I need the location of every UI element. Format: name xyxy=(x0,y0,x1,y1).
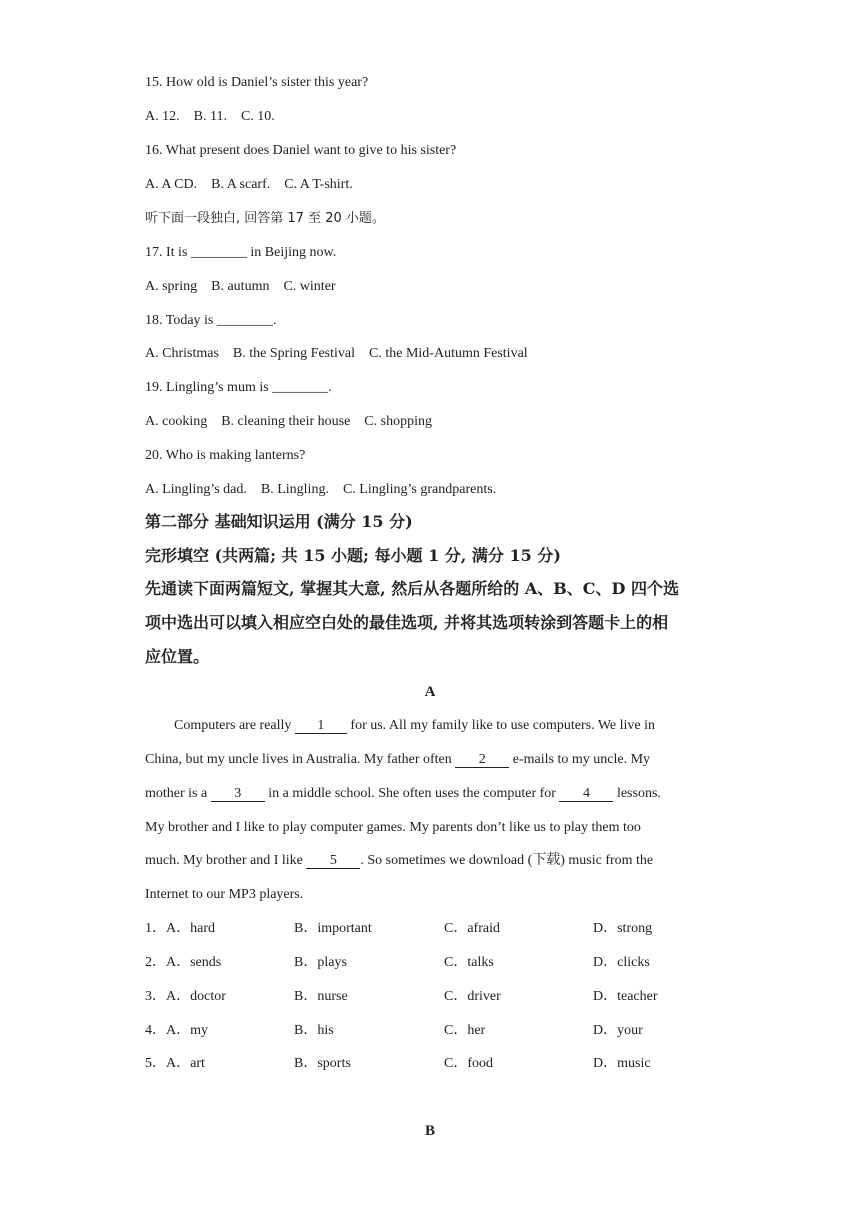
question-15-options xyxy=(145,108,289,126)
choice-b: B．nurse xyxy=(294,989,348,1004)
passage-b-label: B xyxy=(424,1123,435,1139)
part2-instruction-2: 项中选出可以填入相应空白处的最佳选项, 并将其选项转涂到答题卡上的相 xyxy=(145,613,669,632)
passage-a-line-6: Internet to our MP3 players. xyxy=(145,887,304,902)
question-19-options xyxy=(145,413,446,431)
passage-text: for us. All my family like to use computers. We live in xyxy=(346,718,656,733)
question-16: 16. What present does Daniel want to give to his sister? xyxy=(145,143,457,158)
choice-a: 3．A．doctor xyxy=(145,989,226,1004)
option: C. shopping xyxy=(364,414,432,429)
blank-1: 1 xyxy=(295,718,347,734)
choice-d: D．music xyxy=(593,1056,651,1071)
choice-d: D．strong xyxy=(593,921,653,936)
option: B. the Spring Festival xyxy=(232,346,356,361)
blank-3: 3 xyxy=(211,786,265,802)
blank-2: 2 xyxy=(455,752,509,768)
option: B. A scarf. xyxy=(211,177,271,192)
option: A. Lingling’s dad. xyxy=(145,482,247,497)
passage-text: e-mails to my uncle. My xyxy=(509,752,651,767)
choice-c: C．afraid xyxy=(444,921,500,936)
option: C. winter xyxy=(283,279,336,294)
option: C. Lingling’s grandparents. xyxy=(342,482,497,497)
question-20-options xyxy=(145,481,510,499)
blank-4: 4 xyxy=(559,786,613,802)
choice-a: 2．A．sends xyxy=(145,955,222,970)
passage-a-line-2 xyxy=(145,751,650,769)
question-20: 20. Who is making lanterns? xyxy=(145,448,306,463)
choice-d: D．teacher xyxy=(593,989,658,1004)
question-15: 15. How old is Daniel’s sister this year? xyxy=(145,75,369,90)
option: C. A T-shirt. xyxy=(284,177,353,192)
passage-a-line-5 xyxy=(145,852,653,870)
choice-d: D．clicks xyxy=(593,955,650,970)
passage-text: . So sometimes we download (下载) music from the xyxy=(360,853,654,868)
passage-a-line-4: My brother and I like to play computer games. My parents don’t like us to play them too xyxy=(145,820,641,835)
choice-b: B．important xyxy=(294,921,372,936)
choice-a: 5．A．art xyxy=(145,1056,205,1071)
choice-b: B．sports xyxy=(294,1056,351,1071)
part2-heading: 第二部分 基础知识运用 (满分 15 分) xyxy=(145,512,413,531)
part2-instruction-3: 应位置。 xyxy=(145,647,210,666)
question-17: 17. It is ________ in Beijing now. xyxy=(145,245,337,260)
question-19: 19. Lingling’s mum is ________. xyxy=(145,380,332,395)
passage-text: much. My brother and I like xyxy=(145,853,307,868)
choice-a: 1．A．hard xyxy=(145,921,215,936)
choice-c: C．talks xyxy=(444,955,494,970)
passage-text: mother is a xyxy=(145,786,211,801)
part2-subheading: 完形填空 (共两篇; 共 15 小题; 每小题 1 分, 满分 15 分) xyxy=(145,546,561,565)
option: B. autumn xyxy=(211,279,270,294)
option: C. the Mid-Autumn Festival xyxy=(369,346,528,361)
passage-a-line-3 xyxy=(145,785,661,803)
question-17-options xyxy=(145,278,350,296)
question-18: 18. Today is ________. xyxy=(145,313,277,328)
option: A. spring xyxy=(145,279,198,294)
question-18-options xyxy=(145,345,542,363)
passage-a-line-1 xyxy=(174,717,655,735)
option: A. A CD. xyxy=(145,177,198,192)
option: B. Lingling. xyxy=(260,482,329,497)
option: A. Christmas xyxy=(145,346,219,361)
passage-text: China, but my uncle lives in Australia. My father often xyxy=(145,752,456,767)
choice-d: D．your xyxy=(593,1023,643,1038)
question-16-options xyxy=(145,176,367,194)
option: B. cleaning their house xyxy=(221,414,351,429)
option: A. 12. xyxy=(145,109,180,124)
monologue-instruction: 听下面一段独白, 回答第 17 至 20 小题。 xyxy=(145,211,385,226)
choice-b: B．his xyxy=(294,1023,334,1038)
passage-text: lessons. xyxy=(613,786,661,801)
passage-text: in a middle school. She often uses the computer for xyxy=(264,786,560,801)
choice-b: B．plays xyxy=(294,955,347,970)
choice-c: C．food xyxy=(444,1056,493,1071)
choice-a: 4．A．my xyxy=(145,1023,208,1038)
passage-a-label: A xyxy=(424,684,436,700)
option: C. 10. xyxy=(240,109,275,124)
choice-c: C．her xyxy=(444,1023,486,1038)
option: B. 11. xyxy=(193,109,227,124)
option: A. cooking xyxy=(145,414,208,429)
choice-c: C．driver xyxy=(444,989,501,1004)
part2-instruction-1: 先通读下面两篇短文, 掌握其大意, 然后从各题所给的 A、B、C、D 四个选 xyxy=(145,579,679,598)
blank-5: 5 xyxy=(306,853,360,869)
passage-text: Computers are really xyxy=(174,718,295,733)
